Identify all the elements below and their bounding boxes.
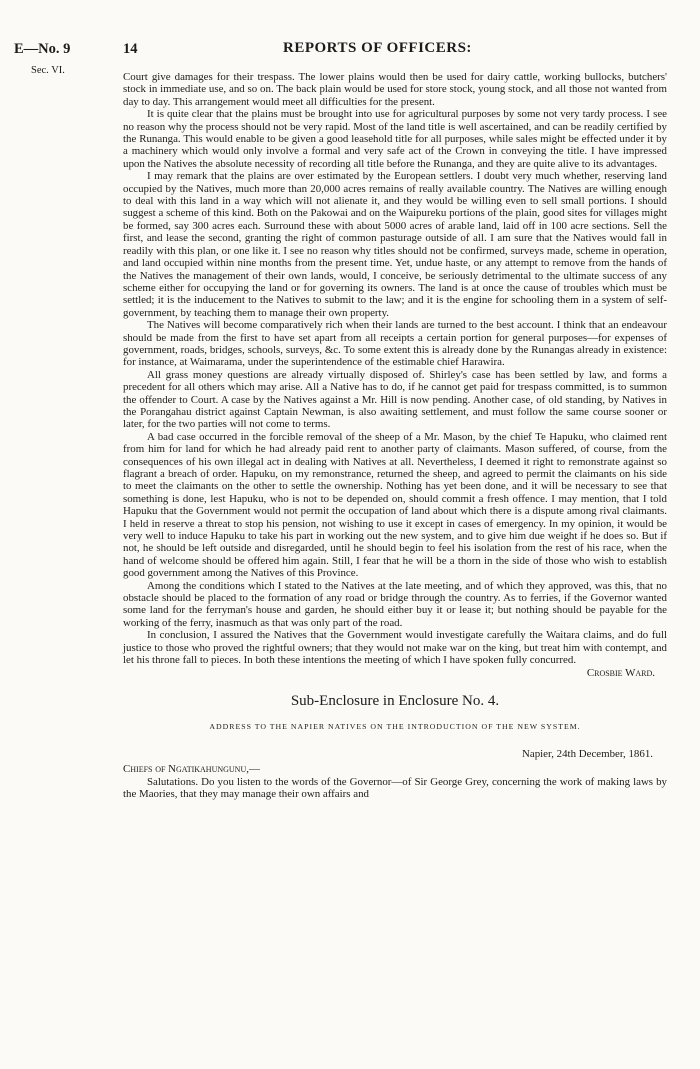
report-body: [123, 71, 667, 800]
dateline: Napier, 24th December, 1861.: [522, 747, 653, 760]
paragraph: Salutations. Do you listen to the words of the Governor—of Sir George Grey, concerning the work of making laws by the Maories, that they may manage their own affairs and: [123, 775, 667, 800]
paragraph: I may remark that the plains are over estimated by the European settlers. I doubt very much whether, reserving land occupied by the Natives, much more than 20,000 acres remains of really available country. The Natives are willing enough to deal with this land in a way which will not alienate it, and they would be willing even to sell small portions. I should suggest a scheme of this kind. Both on the Pakowai and on the Waipureku portions of the plain, good sites for villages might be formed, say 300 acres each. Surround these with about 5000 acres of arable land, laid off in 100 acre sections. Sell the first, and lease the second, granting the right of common pasturage outside of all. I am sure that the Natives would fall in readily with this plan, or one like it. I see no reason why titles should not be confirmed, surveys made, scheme in operation, and land occupied within nine months from the present time. Yet, undue haste, or any attempt to remove from the hands of the Natives the management of their own lands, would, I conceive, be seriously detrimental to the ultimate success of any scheme either for occupying the land or for governing its owners. The land is at once the cause of troubles which must be settled; it is the inducement to the Natives to submit to the law; and it is the engine for schooling them in a system of self-government, by teaching them to manage their own property.: [123, 170, 667, 319]
running-title: REPORTS OF OFFICERS:: [283, 40, 472, 56]
paragraph: All grass money questions are already virtually disposed of. Shirley's case has been settled by law, and forms a precedent for all others which may arise. All a Native has to do, if he cannot get paid for trespass committed, is to summon the offender to Court. A case by the Natives against a Mr. Hill is now pending. Another case, of old standing, by Natives in the Porangahau district against Captain Newman, is also awaiting settlement, and must follow the same course sooner or later, for the two parties will not come to terms.: [123, 368, 667, 431]
salutation: Chiefs of Ngatikahungunu,—: [123, 763, 260, 776]
paragraph: Among the conditions which I stated to the Natives at the late meeting, and of which they approved, was this, that no obstacle should be placed to the formation of any road or bridge through the country. As to ferries, if the Governor wanted some land for the ferryman's house and garden, he should either buy it or lease it; but nothing should be payable for the working of the ferry, inasmuch as that was only part of the road.: [123, 579, 667, 629]
paragraph: In conclusion, I assured the Natives that the Government would investigate carefully the Waitara claims, and do full justice to those who proved the rightful owners; that they would not make war on the king, but treat him with contempt, and let his throne fall to pieces. In both these intentions the meeting of which I have spoken fully concurred.: [123, 629, 667, 667]
document-reference: E—No. 9: [14, 41, 71, 57]
paragraph: Court give damages for their trespass. The lower plains would then be used for dairy cattle, working bullocks, butchers' stock in immediate use, and so on. The back plain would be used for store stock, young stock, and all those not wanted from day to day. This arrangement would meet all difficulties for the present.: [123, 71, 667, 108]
address-title: ADDRESS TO THE NAPIER NATIVES ON THE INTRODUCTION OF THE NEW SYSTEM.: [209, 722, 581, 732]
subenclosure-heading: Sub-Enclosure in Enclosure No. 4.: [290, 692, 500, 709]
paragraph: It is quite clear that the plains must be brought into use for agricultural purposes by some not very tardy process. I see no reason why the process should not be very rapid. Most of the land title is well ascertained, and can be readily certified by the Runanga. This would enable to be given a good leasehold title for all purposes, while sales might be effected under it by a machinery which would only involve a formal and very safe act of the Crown in conveying the title. I have impressed upon the Natives the absolute necessity of recording all title before the Runanga, and they are quite alive to its advantages.: [123, 108, 667, 170]
signature: Crosbie Ward.: [586, 666, 655, 679]
page-number: 14: [123, 41, 138, 57]
paragraph: A bad case occurred in the forcible removal of the sheep of a Mr. Mason, by the chief Te Hapuku, who claimed rent from him for land for which he had already paid rent to another party of claimants. Mason suffered, of course, from the consequences of his own illegal act in dealing with Natives at all. Nevertheless, I deemed it right to remonstrate against so flagrant a breach of order. Hapuku, on my remonstrance, returned the sheep, and agreed to permit the claimants on his side to meet the claimants on the other to settle the ownership. Nothing has yet been done, and it will be necessary to see that something is done, lest Hapuku, who is not to be depended on, should commit a fresh offence. I may mention, that I told Hapuku that the Government would not permit the occupation of land about which there is a dispute among rival claimants. I held in reserve a threat to stop his pension, not wishing to use it except in cases of emergency. In my opinion, it would be very well to induce Hapuku to take his part in working out the new system, and to give him due weight if he does so. But if not, he should be left outside and disregarded, until he should begin to feel his isolation from the rest of his race, when the hand of welcome should be offered him again. Still, I fear that he will be a thorn in the side of those who wish to establish good government among the Natives of this Province.: [123, 430, 667, 580]
section-label: Sec. VI.: [31, 65, 65, 76]
paragraph: The Natives will become comparatively rich when their lands are turned to the best account. I think that an endeavour should be made from the first to have set apart from all receipts a certain portion for general purposes—for expenses of government, roads, bridges, schools, surveys, &c. To some extent this is already done by the Runangas already in existence: for instance, at Waimarama, under the superintendence of the estimable chief Harawira.: [123, 319, 667, 369]
